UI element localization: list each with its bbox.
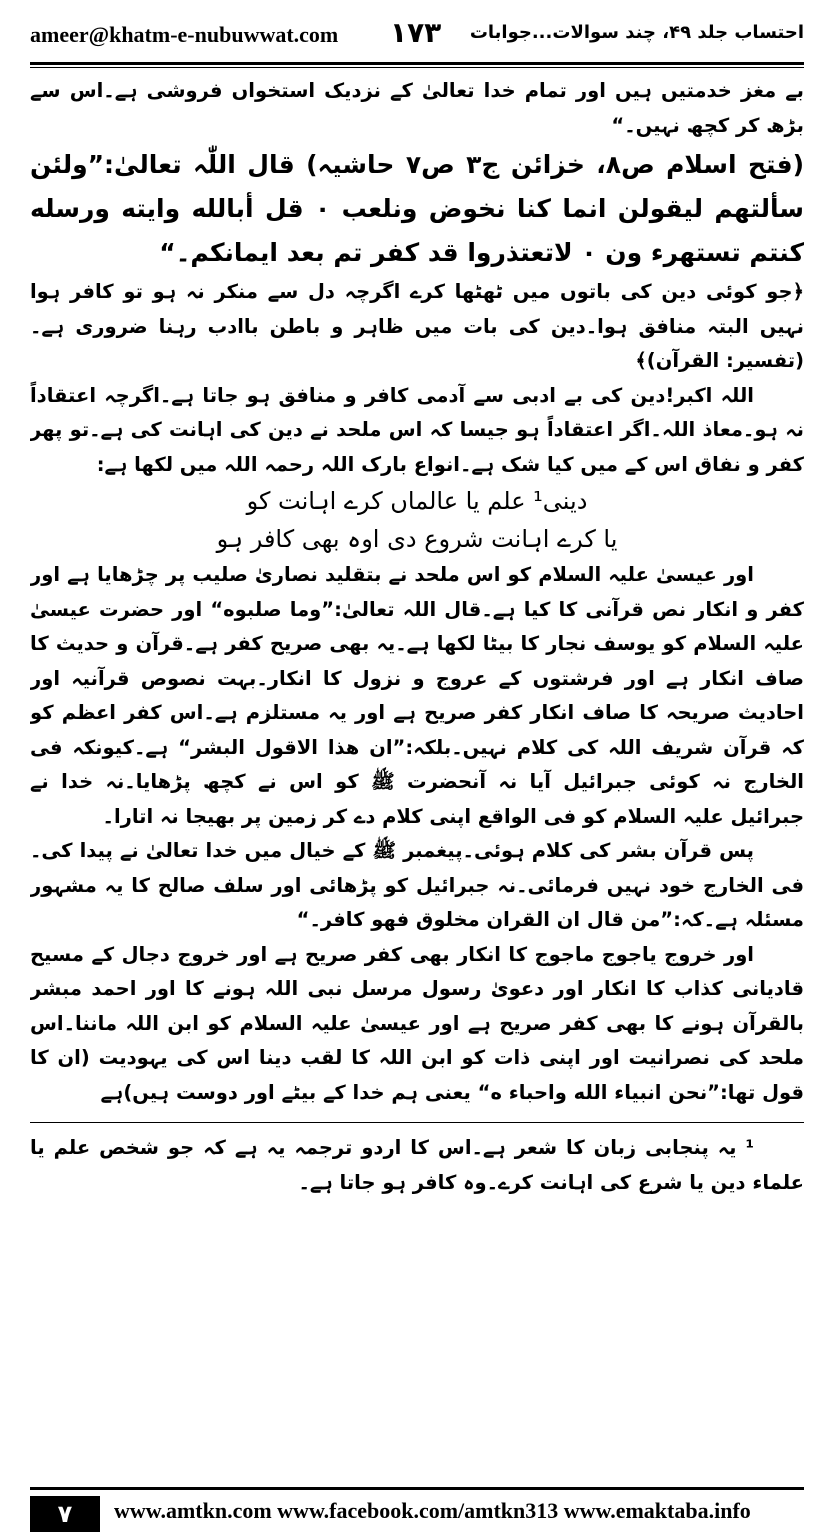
verse-line-2: یا کرے اہانت شروع دی اوہ بھی کافر ہو [216, 525, 618, 553]
footer-links: www.amtkn.com www.facebook.com/amtkn313 www.emaktaba.info [114, 1498, 751, 1523]
page-body [30, 74, 804, 1404]
footnote: ¹ یہ پنجابی زبان کا شعر ہے۔اس کا اردو ترجمہ یہ ہے کہ جو شخص علم یا علماء دین یا شرع کی اہانت کرے۔وہ کافر ہو جاتا ہے۔ [30, 1136, 804, 1194]
page-header [30, 16, 804, 52]
running-title: احتساب جلد ۴۹، چند سوالات...جوابات [469, 22, 804, 43]
page-number: ۱۷۳ [390, 16, 442, 49]
verse-line-1: دینی¹ علم یا عالماں کرے اہانت کو [246, 487, 588, 515]
paragraph-4: اللہ اکبر!دین کی بے ادبی سے آدمی کافر و منافق ہو جاتا ہے۔اگرچہ اعتقاداً نہ ہو۔معاذ اللہ۔اگر اعتقاداً ہو جیسا کہ اس ملحد نے دین کی اہانت کی ہے۔تو پھر کفر و نفاق اس کے میں کیا شک ہے۔انواع بارک اللہ رحمہ اللہ میں لکھا ہے: [30, 383, 804, 476]
paragraph-1: بے مغز خدمتیں ہیں اور تمام خدا تعالیٰ کے نزدیک استخواں فروشی ہے۔اس سے بڑھ کر کچھ نہیں۔“ [30, 79, 804, 137]
header-rule [30, 62, 804, 65]
footnote-divider [30, 1122, 804, 1123]
paragraph-2-quran-quote: (فتح اسلام ص۸، خزائن ج۳ ص۷ حاشیہ) قال اللّٰہ تعالیٰ:”ولئن سألتهم ليقولن انما كنا نخوض ونلعب ۰ قل أبالله وايته ورسله كنتم تستهرء ون ۰ لاتعتذروا قد كفر تم بعد ايمانكم۔“ [30, 150, 804, 267]
page-footer [30, 1487, 804, 1532]
paragraph-6: پس قرآن بشر کی کلام ہوئی۔پیغمبر ﷺ کے خیال میں خدا تعالیٰ نے پیدا کی۔فی الخارج خود نہیں فرمائی۔نہ جبرائیل کو پڑھائی اور سلف صالح کا یہ مشہور مسئلہ ہے۔کہ:”من قال ان القران مخلوق فهو كافر۔“ [30, 839, 804, 931]
header-rule-thin [30, 67, 804, 68]
paragraph-7: اور خروج یاجوج ماجوج کا انکار بھی کفر صریح ہے اور خروج دجال کے مسیح قادیانی کذاب کا انکار اور دعویٰ رسول مرسل نبی اللہ ہونے کا اور احمد مبشر بالقرآن ہونے کا بھی کفر صریح ہے اور عیسیٰ علیہ السلام کو ابن اللہ ماننا۔اس ملحد کی نصرانیت اور اپنی ذات کو ابن اللہ کا لقب دینا اس کی یہودیت (ان کا قول تھا:”نحن انبياء الله واحباء ه“ یعنی ہم خدا کے بیٹے اور دوست ہیں)ہے [30, 942, 804, 1104]
paragraph-3-tafsir: ﴿جو کوئی دین کی باتوں میں ٹھٹھا کرے اگرچہ دل سے منکر نہ ہو تو کافر ہوا نہیں البتہ منافق ہوا۔دین کی بات میں ظاہر و باطن باادب رہنا ضروری ہے۔(تفسیر: القرآن)﴾ [30, 280, 804, 372]
footer-page-badge: ۷ [30, 1496, 100, 1532]
paragraph-5: اور عیسیٰ علیہ السلام کو اس ملحد نے بتقلید نصاریٰ صلیب پر چڑھایا ہے اور کفر و انکار نص قرآنی کا کیا ہے۔قال اللہ تعالیٰ:”وما صلبوه“ اور حضرت عیسیٰ علیہ السلام کو یوسف نجار کا بیٹا لکھا ہے۔یہ بھی صریح کفر ہے۔قرآن و حدیث کا صاف انکار ہے اور فرشتوں کے عروج و نزول کا انکار۔بہت نصوص قرآنیہ اور احادیث صریحہ کا صاف انکار کفر صریح ہے اور یہ مستلزم ہے۔اس کفر اعظم کو کہ قرآن شریف اللہ کی کلام نہیں۔بلکہ:”ان هذا الاقول البشر“ ہے۔کیونکہ فی الخارج نہ کوئی جبرائیل آیا نہ آنحضرت ﷺ کو اس نے کچھ پڑھایا۔نہ خدا نے جبرائیل علیہ السلام کو فی الواقع اپنی کلام دے کر زمین پر بھیجا نہ اتارا۔ [30, 563, 804, 828]
header-email: ameer@khatm-e-nubuwwat.com [30, 22, 339, 47]
